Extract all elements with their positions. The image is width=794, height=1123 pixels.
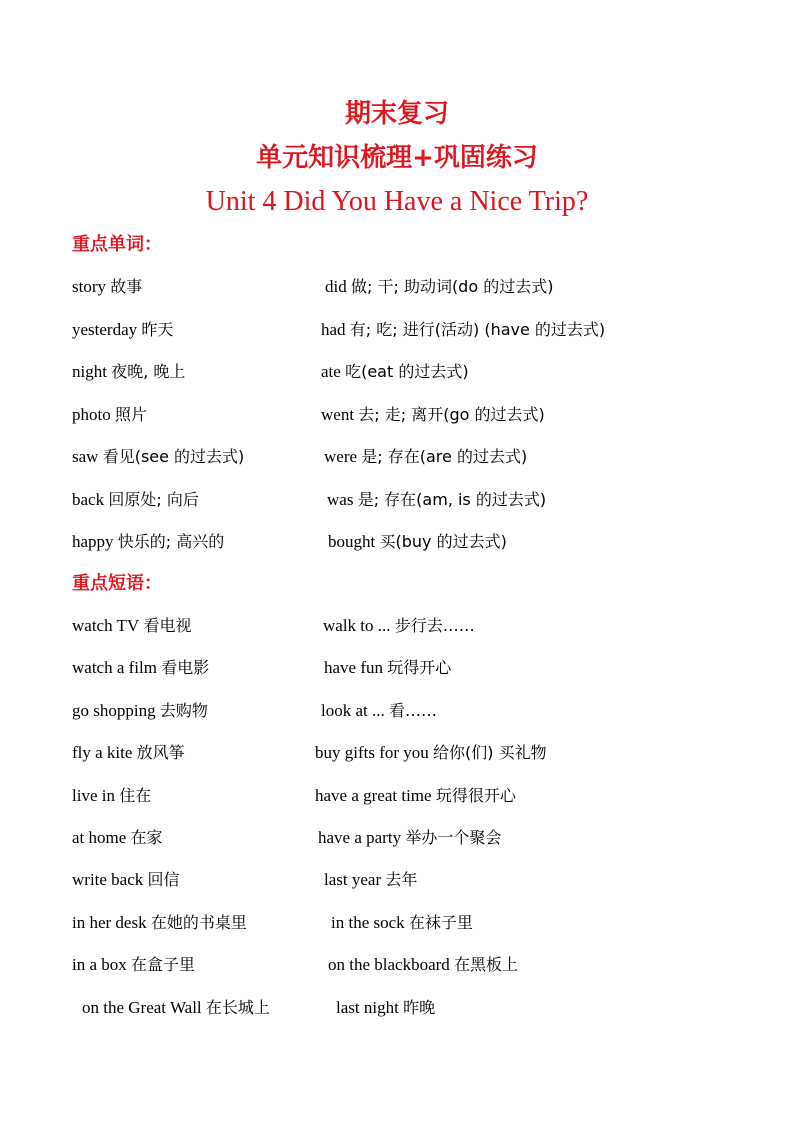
term-chinese: 吃(eat 的过去式): [345, 362, 469, 381]
term-chinese: 买(buy 的过去式): [379, 532, 507, 551]
term-chinese: 给你(们) 买礼物: [433, 743, 547, 763]
term-english: happy: [72, 532, 114, 551]
phrases-right-item: [321, 700, 437, 722]
term-chinese: 做; 干; 助动词(do 的过去式): [350, 277, 554, 296]
term-english: in the sock: [331, 912, 405, 932]
phrases-left-item: [72, 827, 163, 849]
term-english: were: [324, 447, 358, 466]
term-english: look at ...: [321, 700, 385, 720]
term-english: walk to ...: [323, 616, 391, 635]
doc-title: 期末复习: [344, 99, 449, 129]
term-chinese: 是; 存在(am, is 的过去式): [357, 489, 547, 509]
phrases-left-item: [72, 785, 151, 807]
phrases-right-item: [328, 954, 518, 976]
term-english: go shopping: [72, 700, 156, 720]
phrases-right-item: [324, 657, 451, 679]
phrases-right-item: [336, 997, 435, 1019]
term-english: buy gifts for you: [315, 743, 429, 763]
term-english: ate: [321, 362, 341, 381]
term-chinese: 看……: [389, 700, 438, 720]
term-english: story: [72, 277, 106, 296]
term-english: was: [327, 489, 354, 509]
phrases-right-item: [331, 912, 473, 934]
term-chinese: 看见(see 的过去式): [102, 447, 245, 466]
phrases-left-item: [72, 615, 191, 637]
term-chinese: 去年: [385, 870, 418, 890]
term-english: have a party: [318, 828, 402, 847]
term-english: back: [72, 489, 105, 509]
term-english: had: [321, 319, 346, 339]
term-chinese: 举办一个聚会: [405, 828, 502, 847]
term-english: watch a film: [72, 658, 157, 678]
term-chinese: 去购物: [159, 700, 208, 720]
phrases-left-item: [72, 869, 180, 891]
term-chinese: 步行去……: [394, 616, 475, 635]
term-chinese: 夜晚, 晚上: [111, 362, 186, 381]
term-chinese: 快乐的; 高兴的: [117, 532, 225, 551]
term-chinese: 照片: [114, 404, 147, 424]
term-chinese: 看电影: [161, 658, 210, 678]
phrases-left-item: [72, 912, 247, 934]
phrases-left-item: [72, 742, 185, 764]
phrases-left-item: [72, 954, 195, 976]
term-chinese: 昨晚: [403, 997, 436, 1017]
words-left-item: [72, 446, 244, 468]
term-english: bought: [328, 532, 376, 551]
words-right-item: [321, 319, 605, 341]
phrases-right-item: [318, 827, 501, 849]
term-chinese: 回信: [147, 870, 180, 890]
phrases-right-item: [323, 615, 475, 637]
words-left-item: [72, 319, 173, 341]
term-english: have fun: [324, 658, 384, 678]
term-english: on the Great Wall: [82, 997, 202, 1017]
term-chinese: 昨天: [141, 319, 174, 339]
words-right-item: [324, 446, 527, 468]
phrases-right-item: [324, 869, 417, 891]
term-english: did: [325, 277, 347, 296]
term-chinese: 玩得很开心: [435, 785, 516, 805]
phrases-left-item: [72, 657, 209, 679]
term-english: night: [72, 362, 107, 381]
term-english: at home: [72, 828, 127, 847]
term-english: photo: [72, 404, 111, 424]
words-right-item: [328, 531, 507, 553]
term-english: in a box: [72, 955, 127, 975]
term-english: watch TV: [72, 616, 140, 635]
term-chinese: 是; 存在(are 的过去式): [361, 447, 528, 466]
term-chinese: 在长城上: [205, 997, 270, 1017]
term-english: went: [321, 404, 355, 424]
words-heading: 重点单词：: [72, 234, 162, 255]
phrases-left-item: [82, 997, 270, 1019]
words-left-item: [72, 276, 142, 298]
term-chinese: 回原处; 向后: [108, 489, 199, 509]
term-chinese: 去; 走; 离开(go 的过去式): [358, 404, 545, 424]
phrases-heading: 重点短语：: [72, 573, 162, 594]
unit-title: Unit 4 Did You Have a Nice Trip?: [205, 186, 589, 217]
phrases-left-item: [72, 700, 208, 722]
term-english: on the blackboard: [328, 955, 450, 975]
words-right-item: [321, 361, 469, 383]
term-english: yesterday: [72, 319, 138, 339]
term-chinese: 在黑板上: [454, 955, 519, 975]
term-chinese: 在盒子里: [131, 955, 196, 975]
words-left-item: [72, 531, 224, 553]
words-right-item: [321, 404, 545, 426]
term-english: last year: [324, 870, 382, 890]
term-chinese: 在袜子里: [408, 912, 473, 932]
words-right-item: [327, 489, 546, 511]
term-english: fly a kite: [72, 743, 133, 763]
phrases-right-item: [315, 742, 547, 764]
term-chinese: 看电视: [143, 616, 192, 635]
term-english: last night: [336, 997, 399, 1017]
doc-subtitle: 单元知识梳理+巩固练习: [256, 143, 538, 173]
term-chinese: 在家: [130, 828, 163, 847]
term-chinese: 故事: [110, 277, 143, 296]
term-english: live in: [72, 785, 115, 805]
term-chinese: 住在: [119, 785, 152, 805]
term-english: saw: [72, 447, 99, 466]
words-left-item: [72, 489, 199, 511]
term-english: write back: [72, 870, 144, 890]
term-english: have a great time: [315, 785, 432, 805]
phrases-right-item: [315, 785, 516, 807]
words-left-item: [72, 361, 185, 383]
term-chinese: 放风筝: [136, 743, 185, 763]
term-english: in her desk: [72, 912, 147, 932]
term-chinese: 玩得开心: [387, 658, 452, 678]
words-left-item: [72, 404, 147, 426]
term-chinese: 有; 吃; 进行(活动) (have 的过去式): [349, 319, 606, 339]
term-chinese: 在她的书桌里: [150, 912, 247, 932]
words-right-item: [325, 276, 553, 298]
